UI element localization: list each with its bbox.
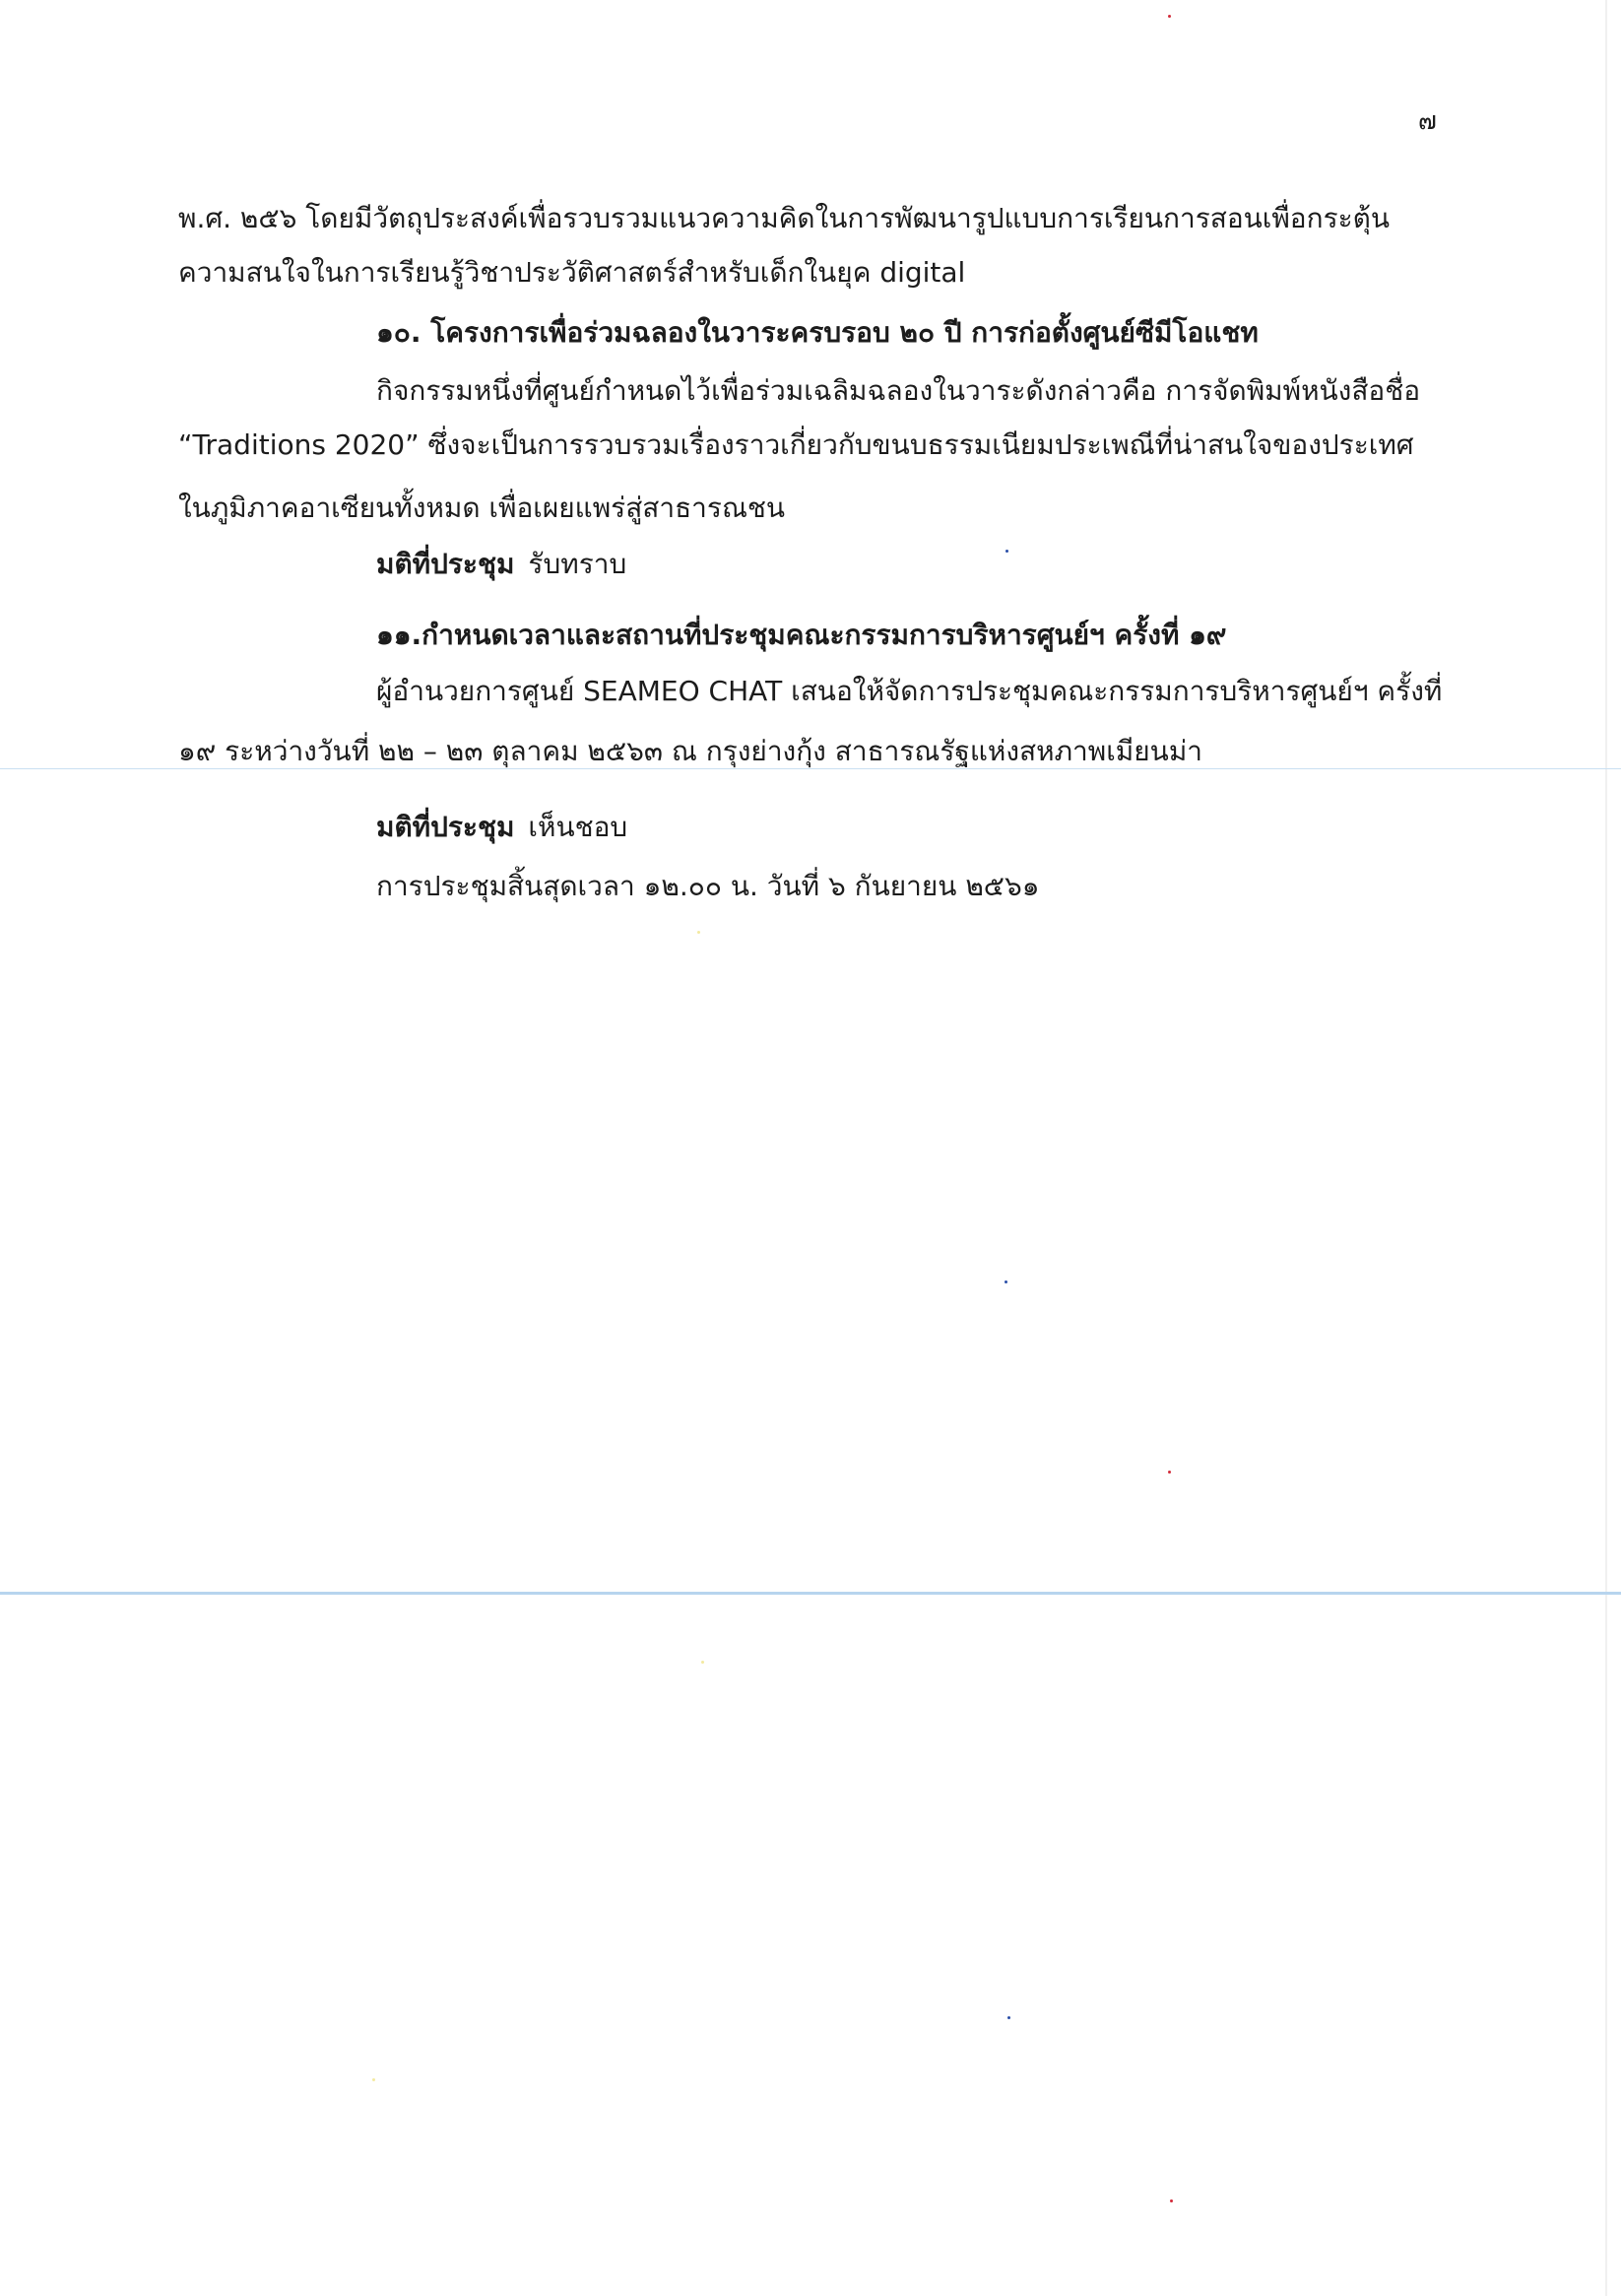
item10-body-line: “Traditions 2020” ซึ่งจะเป็นการรวบรวมเรื่องราวเกี่ยวกับขนบธรรมเนียมประเพณีที่น่าสนใจของประเทศ <box>178 428 1414 461</box>
item10-body-line: กิจกรรมหนึ่งที่ศูนย์กำหนดไว้เพื่อร่วมเฉลิมฉลองในวาระดังกล่าวคือ การจัดพิมพ์หนังสือชื่อ <box>376 374 1421 407</box>
item11-resolution <box>376 808 627 847</box>
scan-speck <box>372 2078 375 2081</box>
scan-speck <box>1007 2016 1010 2019</box>
scan-artifact-line <box>0 1592 1621 1595</box>
page-number: ๗ <box>1418 106 1437 135</box>
scan-speck <box>1170 2199 1173 2202</box>
scan-speck <box>697 931 700 934</box>
item9-continuation-line: ความสนใจในการเรียนรู้วิชาประวัติศาสตร์สำหรับเด็กในยุค digital <box>178 256 966 289</box>
scan-speck <box>1168 15 1171 18</box>
scan-speck <box>1168 1471 1171 1474</box>
item10-body-line: ในภูมิภาคอาเซียนทั้งหมด เพื่อเผยแพร่สู่สาธารณชน <box>178 492 786 524</box>
item11-body-line: ผู้อำนวยการศูนย์ SEAMEO CHAT เสนอให้จัดการประชุมคณะกรรมการบริหารศูนย์ฯ ครั้งที่ <box>376 675 1443 707</box>
resolution-label: มติที่ประชุม <box>376 548 515 580</box>
page-edge-shadow <box>1605 0 1607 2296</box>
resolution-label: มติที่ประชุม <box>376 811 515 843</box>
closing-statement: การประชุมสิ้นสุดเวลา ๑๒.๐๐ น. วันที่ ๖ กันยายน ๒๕๖๑ <box>376 870 1040 902</box>
item10-heading: ๑๐. โครงการเพื่อร่วมฉลองในวาระครบรอบ ๒๐ ปี การก่อตั้งศูนย์ซีมีโอแชท <box>376 316 1259 349</box>
resolution-value: รับทราบ <box>528 548 627 580</box>
scan-speck <box>1005 550 1008 553</box>
item11-heading: ๑๑.กำหนดเวลาและสถานที่ประชุมคณะกรรมการบริหารศูนย์ฯ ครั้งที่ ๑๙ <box>376 619 1227 651</box>
scan-speck <box>701 1661 704 1664</box>
item9-continuation-line: พ.ศ. ๒๕๖ โดยมีวัตถุประสงค์เพื่อรวบรวมแนวความคิดในการพัฒนารูปแบบการเรียนการสอนเพื่อกระตุ้น <box>178 202 1390 234</box>
scan-speck <box>1005 1280 1007 1283</box>
item11-body-line: ๑๙ ระหว่างวันที่ ๒๒ – ๒๓ ตุลาคม ๒๕๖๓ ณ กรุงย่างกุ้ง สาธารณรัฐแห่งสหภาพเมียนม่า <box>178 735 1202 767</box>
item10-resolution <box>376 545 626 584</box>
resolution-value: เห็นชอบ <box>528 811 628 843</box>
